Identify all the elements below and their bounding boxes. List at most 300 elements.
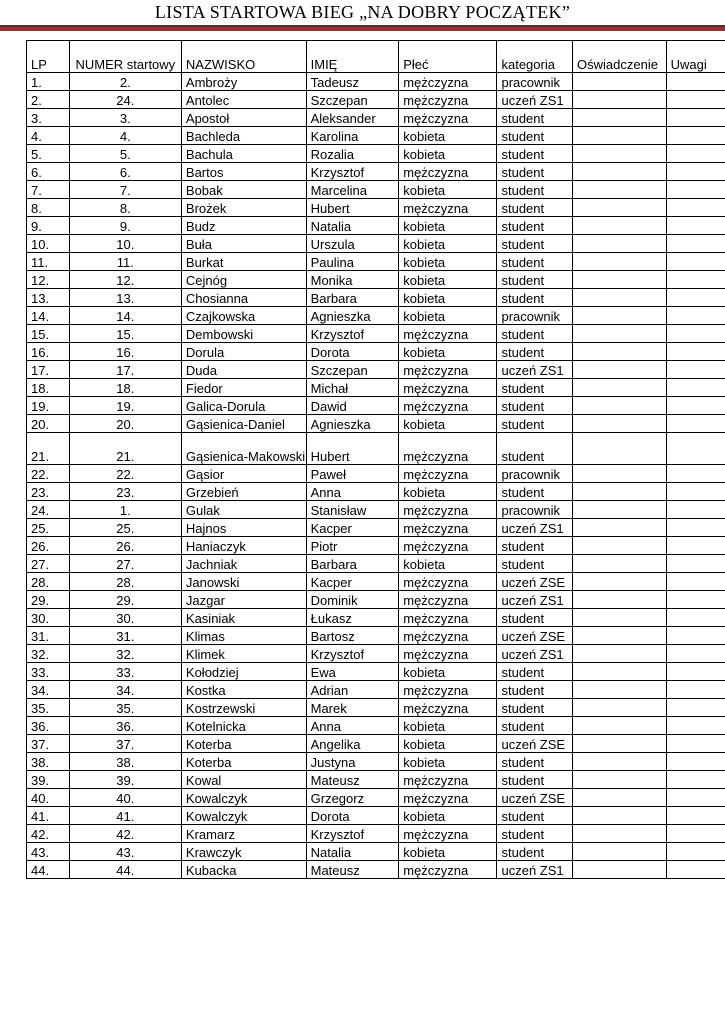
- header-nazwisko: NAZWISKO: [181, 41, 306, 73]
- cell-oswiadczenie: [573, 609, 667, 627]
- cell-imie: Bartosz: [306, 627, 399, 645]
- cell-oswiadczenie: [573, 307, 667, 325]
- start-list-table: [26, 40, 725, 879]
- cell-oswiadczenie: [573, 735, 667, 753]
- cell-kategoria: uczeń ZSE: [497, 627, 573, 645]
- cell-numer: 14.: [69, 307, 181, 325]
- cell-lp: 5.: [27, 145, 70, 163]
- cell-lp: 35.: [27, 699, 70, 717]
- table-row: [27, 415, 725, 433]
- cell-lp: 30.: [27, 609, 70, 627]
- cell-numer: 27.: [69, 555, 181, 573]
- cell-kategoria: pracownik: [497, 73, 573, 91]
- cell-imie: Paulina: [306, 253, 399, 271]
- cell-nazwisko: Czajkowska: [181, 307, 306, 325]
- cell-kategoria: uczeń ZSE: [497, 735, 573, 753]
- cell-oswiadczenie: [573, 825, 667, 843]
- cell-kategoria: student: [497, 433, 573, 465]
- cell-imie: Stanisław: [306, 501, 399, 519]
- cell-kategoria: pracownik: [497, 501, 573, 519]
- cell-plec: mężczyzna: [399, 73, 497, 91]
- cell-kategoria: uczeń ZSE: [497, 789, 573, 807]
- cell-plec: mężczyzna: [399, 465, 497, 483]
- cell-numer: 10.: [69, 235, 181, 253]
- cell-oswiadczenie: [573, 645, 667, 663]
- table-row: [27, 807, 725, 825]
- cell-uwagi: [666, 717, 725, 735]
- cell-oswiadczenie: [573, 699, 667, 717]
- cell-lp: 18.: [27, 379, 70, 397]
- table-row: [27, 253, 725, 271]
- cell-imie: Mateusz: [306, 861, 399, 879]
- cell-lp: 23.: [27, 483, 70, 501]
- cell-plec: mężczyzna: [399, 609, 497, 627]
- cell-oswiadczenie: [573, 343, 667, 361]
- cell-nazwisko: Bobak: [181, 181, 306, 199]
- cell-imie: Kacper: [306, 519, 399, 537]
- cell-imie: Michał: [306, 379, 399, 397]
- cell-plec: mężczyzna: [399, 537, 497, 555]
- cell-kategoria: uczeń ZS1: [497, 591, 573, 609]
- cell-nazwisko: Kowalczyk: [181, 789, 306, 807]
- cell-imie: Adrian: [306, 681, 399, 699]
- cell-nazwisko: Chosianna: [181, 289, 306, 307]
- cell-plec: mężczyzna: [399, 861, 497, 879]
- cell-lp: 36.: [27, 717, 70, 735]
- cell-nazwisko: Gąsienica-Daniel: [181, 415, 306, 433]
- cell-numer: 33.: [69, 663, 181, 681]
- cell-kategoria: student: [497, 681, 573, 699]
- cell-nazwisko: Ambroży: [181, 73, 306, 91]
- cell-uwagi: [666, 735, 725, 753]
- table-row: [27, 519, 725, 537]
- cell-kategoria: student: [497, 163, 573, 181]
- cell-nazwisko: Kołodziej: [181, 663, 306, 681]
- cell-oswiadczenie: [573, 253, 667, 271]
- table-row: [27, 433, 725, 465]
- table-row: [27, 861, 725, 879]
- cell-kategoria: uczeń ZS1: [497, 861, 573, 879]
- cell-lp: 3.: [27, 109, 70, 127]
- cell-numer: 6.: [69, 163, 181, 181]
- cell-uwagi: [666, 591, 725, 609]
- cell-nazwisko: Bartos: [181, 163, 306, 181]
- cell-lp: 15.: [27, 325, 70, 343]
- cell-plec: kobieta: [399, 555, 497, 573]
- cell-nazwisko: Jazgar: [181, 591, 306, 609]
- cell-numer: 26.: [69, 537, 181, 555]
- cell-nazwisko: Jachniak: [181, 555, 306, 573]
- header-plec: Płeć: [399, 41, 497, 73]
- cell-imie: Dawid: [306, 397, 399, 415]
- cell-numer: 8.: [69, 199, 181, 217]
- cell-plec: mężczyzna: [399, 645, 497, 663]
- cell-uwagi: [666, 289, 725, 307]
- cell-plec: kobieta: [399, 483, 497, 501]
- cell-imie: Urszula: [306, 235, 399, 253]
- cell-nazwisko: Kramarz: [181, 825, 306, 843]
- cell-numer: 44.: [69, 861, 181, 879]
- cell-imie: Agnieszka: [306, 415, 399, 433]
- cell-imie: Krzysztof: [306, 645, 399, 663]
- cell-nazwisko: Antolec: [181, 91, 306, 109]
- cell-uwagi: [666, 397, 725, 415]
- cell-uwagi: [666, 627, 725, 645]
- cell-oswiadczenie: [573, 591, 667, 609]
- cell-imie: Dorota: [306, 343, 399, 361]
- cell-oswiadczenie: [573, 325, 667, 343]
- cell-kategoria: uczeń ZS1: [497, 645, 573, 663]
- header-lp: LP: [27, 41, 70, 73]
- cell-plec: kobieta: [399, 415, 497, 433]
- cell-oswiadczenie: [573, 145, 667, 163]
- cell-kategoria: student: [497, 145, 573, 163]
- cell-uwagi: [666, 127, 725, 145]
- cell-lp: 29.: [27, 591, 70, 609]
- cell-plec: mężczyzna: [399, 397, 497, 415]
- cell-lp: 37.: [27, 735, 70, 753]
- cell-imie: Monika: [306, 271, 399, 289]
- cell-imie: Dominik: [306, 591, 399, 609]
- cell-lp: 43.: [27, 843, 70, 861]
- table-row: [27, 825, 725, 843]
- cell-numer: 1.: [69, 501, 181, 519]
- cell-plec: mężczyzna: [399, 591, 497, 609]
- cell-numer: 5.: [69, 145, 181, 163]
- cell-imie: Barbara: [306, 555, 399, 573]
- cell-numer: 24.: [69, 91, 181, 109]
- cell-nazwisko: Kasiniak: [181, 609, 306, 627]
- cell-lp: 7.: [27, 181, 70, 199]
- table-row: [27, 181, 725, 199]
- table-row: [27, 627, 725, 645]
- cell-uwagi: [666, 609, 725, 627]
- cell-oswiadczenie: [573, 861, 667, 879]
- cell-numer: 28.: [69, 573, 181, 591]
- cell-lp: 16.: [27, 343, 70, 361]
- cell-kategoria: student: [497, 537, 573, 555]
- cell-plec: kobieta: [399, 663, 497, 681]
- cell-nazwisko: Koterba: [181, 753, 306, 771]
- cell-lp: 12.: [27, 271, 70, 289]
- cell-kategoria: student: [497, 771, 573, 789]
- cell-uwagi: [666, 501, 725, 519]
- cell-lp: 11.: [27, 253, 70, 271]
- cell-uwagi: [666, 789, 725, 807]
- cell-oswiadczenie: [573, 181, 667, 199]
- cell-numer: 3.: [69, 109, 181, 127]
- cell-uwagi: [666, 771, 725, 789]
- cell-uwagi: [666, 109, 725, 127]
- table-row: [27, 537, 725, 555]
- cell-oswiadczenie: [573, 217, 667, 235]
- cell-numer: 15.: [69, 325, 181, 343]
- cell-kategoria: uczeń ZSE: [497, 573, 573, 591]
- cell-nazwisko: Kostka: [181, 681, 306, 699]
- cell-kategoria: student: [497, 415, 573, 433]
- cell-nazwisko: Gąsior: [181, 465, 306, 483]
- cell-uwagi: [666, 379, 725, 397]
- cell-oswiadczenie: [573, 73, 667, 91]
- cell-nazwisko: Kotelnicka: [181, 717, 306, 735]
- table-row: [27, 573, 725, 591]
- cell-nazwisko: Hajnos: [181, 519, 306, 537]
- cell-kategoria: student: [497, 289, 573, 307]
- cell-numer: 4.: [69, 127, 181, 145]
- cell-numer: 7.: [69, 181, 181, 199]
- cell-lp: 13.: [27, 289, 70, 307]
- cell-lp: 32.: [27, 645, 70, 663]
- table-row: [27, 397, 725, 415]
- cell-uwagi: [666, 681, 725, 699]
- cell-lp: 24.: [27, 501, 70, 519]
- cell-numer: 43.: [69, 843, 181, 861]
- cell-lp: 40.: [27, 789, 70, 807]
- cell-lp: 21.: [27, 433, 70, 465]
- cell-imie: Krzysztof: [306, 825, 399, 843]
- cell-plec: kobieta: [399, 753, 497, 771]
- cell-oswiadczenie: [573, 789, 667, 807]
- cell-oswiadczenie: [573, 663, 667, 681]
- cell-lp: 22.: [27, 465, 70, 483]
- cell-oswiadczenie: [573, 379, 667, 397]
- cell-kategoria: student: [497, 271, 573, 289]
- cell-plec: kobieta: [399, 307, 497, 325]
- cell-oswiadczenie: [573, 807, 667, 825]
- cell-numer: 37.: [69, 735, 181, 753]
- cell-imie: Tadeusz: [306, 73, 399, 91]
- cell-imie: Paweł: [306, 465, 399, 483]
- cell-kategoria: student: [497, 555, 573, 573]
- table-row: [27, 843, 725, 861]
- cell-lp: 39.: [27, 771, 70, 789]
- cell-nazwisko: Brożek: [181, 199, 306, 217]
- cell-uwagi: [666, 163, 725, 181]
- cell-uwagi: [666, 343, 725, 361]
- cell-lp: 9.: [27, 217, 70, 235]
- cell-numer: 25.: [69, 519, 181, 537]
- table-row: [27, 199, 725, 217]
- table-row: [27, 663, 725, 681]
- cell-imie: Hubert: [306, 433, 399, 465]
- cell-plec: mężczyzna: [399, 91, 497, 109]
- cell-numer: 20.: [69, 415, 181, 433]
- cell-plec: kobieta: [399, 843, 497, 861]
- cell-uwagi: [666, 483, 725, 501]
- cell-kategoria: uczeń ZS1: [497, 519, 573, 537]
- cell-oswiadczenie: [573, 465, 667, 483]
- cell-uwagi: [666, 199, 725, 217]
- cell-uwagi: [666, 465, 725, 483]
- cell-imie: Szczepan: [306, 361, 399, 379]
- table-row: [27, 699, 725, 717]
- cell-plec: mężczyzna: [399, 771, 497, 789]
- cell-oswiadczenie: [573, 397, 667, 415]
- table-row: [27, 771, 725, 789]
- cell-plec: kobieta: [399, 145, 497, 163]
- cell-plec: mężczyzna: [399, 163, 497, 181]
- cell-plec: kobieta: [399, 717, 497, 735]
- cell-oswiadczenie: [573, 483, 667, 501]
- cell-imie: Anna: [306, 717, 399, 735]
- cell-uwagi: [666, 235, 725, 253]
- cell-plec: mężczyzna: [399, 433, 497, 465]
- cell-plec: kobieta: [399, 343, 497, 361]
- cell-imie: Mateusz: [306, 771, 399, 789]
- cell-plec: kobieta: [399, 217, 497, 235]
- cell-kategoria: student: [497, 609, 573, 627]
- cell-plec: kobieta: [399, 271, 497, 289]
- cell-lp: 42.: [27, 825, 70, 843]
- cell-numer: 22.: [69, 465, 181, 483]
- cell-uwagi: [666, 519, 725, 537]
- cell-kategoria: uczeń ZS1: [497, 361, 573, 379]
- cell-oswiadczenie: [573, 537, 667, 555]
- cell-plec: kobieta: [399, 735, 497, 753]
- cell-kategoria: uczeń ZS1: [497, 91, 573, 109]
- cell-imie: Angelika: [306, 735, 399, 753]
- cell-kategoria: student: [497, 199, 573, 217]
- table-row: [27, 73, 725, 91]
- cell-lp: 8.: [27, 199, 70, 217]
- cell-numer: 16.: [69, 343, 181, 361]
- table-row: [27, 591, 725, 609]
- cell-kategoria: student: [497, 699, 573, 717]
- cell-oswiadczenie: [573, 681, 667, 699]
- cell-plec: kobieta: [399, 253, 497, 271]
- table-row: [27, 307, 725, 325]
- cell-numer: 30.: [69, 609, 181, 627]
- header-numer: NUMER startowy: [69, 41, 181, 73]
- cell-kategoria: student: [497, 843, 573, 861]
- cell-numer: 9.: [69, 217, 181, 235]
- cell-kategoria: pracownik: [497, 465, 573, 483]
- cell-kategoria: student: [497, 825, 573, 843]
- cell-plec: mężczyzna: [399, 627, 497, 645]
- cell-oswiadczenie: [573, 127, 667, 145]
- cell-plec: mężczyzna: [399, 699, 497, 717]
- cell-nazwisko: Grzebień: [181, 483, 306, 501]
- cell-numer: 39.: [69, 771, 181, 789]
- cell-imie: Piotr: [306, 537, 399, 555]
- table-row: [27, 163, 725, 181]
- cell-lp: 41.: [27, 807, 70, 825]
- cell-oswiadczenie: [573, 433, 667, 465]
- cell-nazwisko: Haniaczyk: [181, 537, 306, 555]
- table-row: [27, 735, 725, 753]
- cell-nazwisko: Duda: [181, 361, 306, 379]
- table-row: [27, 109, 725, 127]
- cell-imie: Rozalia: [306, 145, 399, 163]
- cell-imie: Natalia: [306, 843, 399, 861]
- cell-uwagi: [666, 91, 725, 109]
- table-row: [27, 483, 725, 501]
- cell-lp: 4.: [27, 127, 70, 145]
- cell-uwagi: [666, 415, 725, 433]
- cell-nazwisko: Gąsienica-Makowski: [181, 433, 306, 465]
- cell-uwagi: [666, 271, 725, 289]
- cell-kategoria: student: [497, 235, 573, 253]
- cell-nazwisko: Kostrzewski: [181, 699, 306, 717]
- cell-oswiadczenie: [573, 199, 667, 217]
- table-row: [27, 235, 725, 253]
- cell-nazwisko: Kowalczyk: [181, 807, 306, 825]
- cell-kategoria: student: [497, 663, 573, 681]
- cell-imie: Ewa: [306, 663, 399, 681]
- cell-lp: 14.: [27, 307, 70, 325]
- cell-kategoria: student: [497, 109, 573, 127]
- cell-imie: Barbara: [306, 289, 399, 307]
- cell-uwagi: [666, 807, 725, 825]
- cell-kategoria: student: [497, 753, 573, 771]
- cell-imie: Natalia: [306, 217, 399, 235]
- cell-kategoria: student: [497, 343, 573, 361]
- cell-numer: 21.: [69, 433, 181, 465]
- cell-lp: 44.: [27, 861, 70, 879]
- cell-plec: kobieta: [399, 289, 497, 307]
- cell-imie: Karolina: [306, 127, 399, 145]
- cell-oswiadczenie: [573, 753, 667, 771]
- table-row: [27, 789, 725, 807]
- cell-plec: kobieta: [399, 127, 497, 145]
- cell-uwagi: [666, 361, 725, 379]
- cell-uwagi: [666, 645, 725, 663]
- cell-kategoria: student: [497, 483, 573, 501]
- cell-nazwisko: Koterba: [181, 735, 306, 753]
- cell-uwagi: [666, 253, 725, 271]
- cell-uwagi: [666, 537, 725, 555]
- table-row: [27, 645, 725, 663]
- cell-lp: 19.: [27, 397, 70, 415]
- cell-uwagi: [666, 663, 725, 681]
- cell-plec: mężczyzna: [399, 681, 497, 699]
- cell-nazwisko: Janowski: [181, 573, 306, 591]
- cell-oswiadczenie: [573, 361, 667, 379]
- cell-plec: mężczyzna: [399, 325, 497, 343]
- cell-nazwisko: Budz: [181, 217, 306, 235]
- cell-numer: 17.: [69, 361, 181, 379]
- cell-oswiadczenie: [573, 573, 667, 591]
- header-uwagi: Uwagi: [666, 41, 725, 73]
- cell-numer: 40.: [69, 789, 181, 807]
- cell-lp: 17.: [27, 361, 70, 379]
- cell-uwagi: [666, 307, 725, 325]
- cell-nazwisko: Galica-Dorula: [181, 397, 306, 415]
- cell-uwagi: [666, 555, 725, 573]
- cell-plec: mężczyzna: [399, 501, 497, 519]
- cell-nazwisko: Bachula: [181, 145, 306, 163]
- cell-uwagi: [666, 181, 725, 199]
- cell-oswiadczenie: [573, 501, 667, 519]
- cell-plec: mężczyzna: [399, 825, 497, 843]
- cell-numer: 19.: [69, 397, 181, 415]
- table-row: [27, 361, 725, 379]
- cell-kategoria: student: [497, 717, 573, 735]
- table-row: [27, 753, 725, 771]
- cell-oswiadczenie: [573, 627, 667, 645]
- cell-plec: kobieta: [399, 807, 497, 825]
- cell-plec: mężczyzna: [399, 361, 497, 379]
- cell-oswiadczenie: [573, 771, 667, 789]
- table-row: [27, 555, 725, 573]
- cell-plec: mężczyzna: [399, 789, 497, 807]
- cell-oswiadczenie: [573, 91, 667, 109]
- cell-imie: Grzegorz: [306, 789, 399, 807]
- cell-numer: 23.: [69, 483, 181, 501]
- cell-imie: Dorota: [306, 807, 399, 825]
- cell-kategoria: student: [497, 217, 573, 235]
- table-header-row: [27, 41, 725, 73]
